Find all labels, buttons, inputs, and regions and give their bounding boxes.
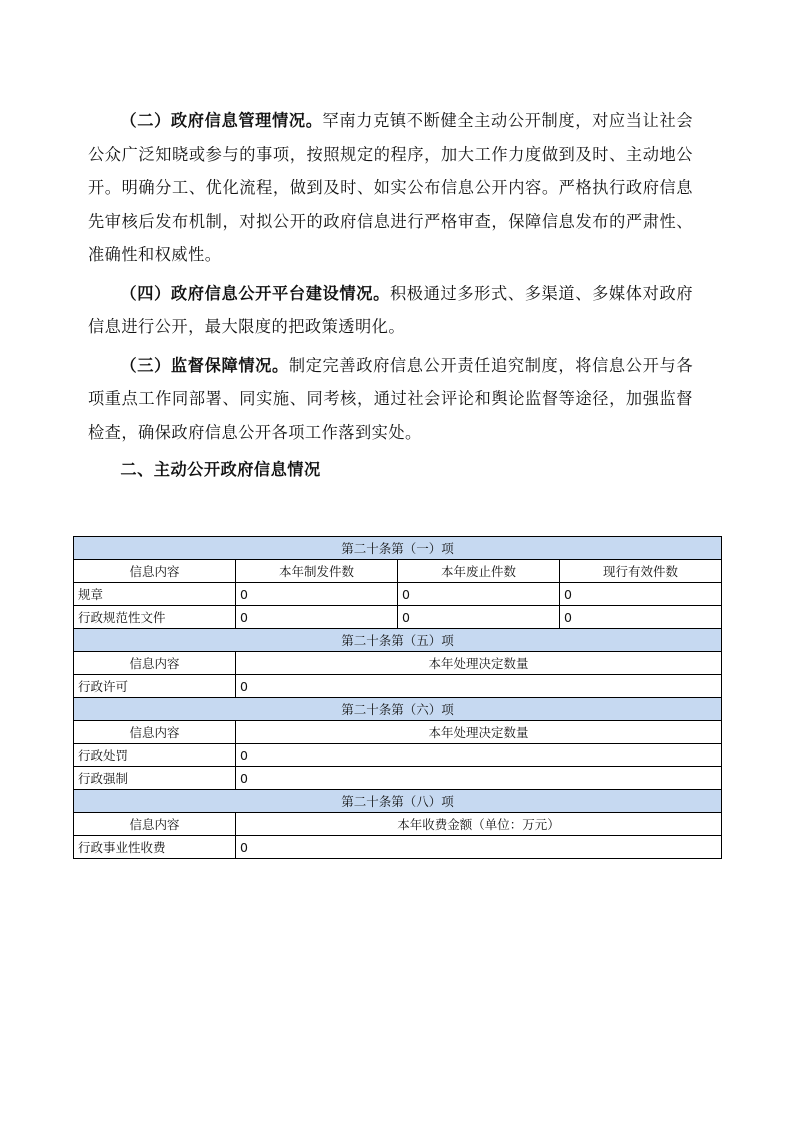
paragraph-info-management <box>88 104 693 272</box>
disclosure-table <box>73 536 722 859</box>
column-header: 信息内容 <box>74 813 236 836</box>
section-title-cell: 第二十条第（五）项 <box>74 629 722 652</box>
section-title: 二、主动公开政府信息情况 <box>120 460 321 479</box>
column-header: 信息内容 <box>74 560 236 583</box>
paragraph-text: 制定完善政府信息公开责任追究制度，将信息公开与各项重点工作同部署、同实施、同考核，通过社会评论和舆论监督等途径，加强监督检查，确保政府信息公开各项工作落到实处。 <box>88 355 694 442</box>
row-label: 行政处罚 <box>74 744 236 767</box>
table-column-header-row <box>74 721 722 744</box>
column-header: 本年处理决定数量 <box>236 721 722 744</box>
column-header: 信息内容 <box>74 721 236 744</box>
table-row <box>74 675 722 698</box>
row-label: 行政规范性文件 <box>74 606 236 629</box>
row-label: 行政许可 <box>74 675 236 698</box>
column-header: 信息内容 <box>74 652 236 675</box>
paragraph-supervision <box>88 349 693 450</box>
row-value: 0 <box>398 583 560 606</box>
row-value: 0 <box>560 606 722 629</box>
row-value: 0 <box>236 767 722 790</box>
row-value: 0 <box>398 606 560 629</box>
paragraph-heading: （三）监督保障情况。 <box>120 355 289 375</box>
document-body <box>88 104 693 487</box>
paragraph-heading: （二）政府信息管理情况。 <box>120 111 323 130</box>
row-value: 0 <box>236 606 398 629</box>
row-value: 0 <box>236 744 722 767</box>
paragraph-text: 罕南力克镇不断健全主动公开制度，对应当让社会公众广泛知晓或参与的事项，按照规定的程序，加大工作力度做到及时、主动地公开。明确分工、优化流程，做到及时、如实公布信息公开内容。严格执行政府信息先审核后发布机制，对拟公开的政府信息进行严格审查，保障信息发布的严肃性、准确性和权威性。 <box>88 111 694 264</box>
column-header: 现行有效件数 <box>560 560 722 583</box>
row-label: 行政事业性收费 <box>74 836 236 859</box>
table-section-header <box>74 629 722 652</box>
table-row <box>74 606 722 629</box>
row-value: 0 <box>560 583 722 606</box>
section-title-cell: 第二十条第（八）项 <box>74 790 722 813</box>
paragraph-platform-construction <box>88 277 693 344</box>
row-value: 0 <box>236 836 722 859</box>
table-row <box>74 836 722 859</box>
column-header: 本年制发件数 <box>236 560 398 583</box>
table-section-header <box>74 537 722 560</box>
paragraph-text: 积极通过多形式、多渠道、多媒体对政府信息进行公开，最大限度的把政策透明化。 <box>88 283 694 336</box>
table-row <box>74 583 722 606</box>
row-label: 行政强制 <box>74 767 236 790</box>
row-value: 0 <box>236 675 722 698</box>
table-row <box>74 744 722 767</box>
table-section-header <box>74 790 722 813</box>
table-column-header-row <box>74 560 722 583</box>
column-header: 本年处理决定数量 <box>236 652 722 675</box>
table-column-header-row <box>74 652 722 675</box>
table-row <box>74 767 722 790</box>
table-section-header <box>74 698 722 721</box>
section-title-cell: 第二十条第（一）项 <box>74 537 722 560</box>
row-value: 0 <box>236 583 398 606</box>
table-column-header-row <box>74 813 722 836</box>
section-title-cell: 第二十条第（六）项 <box>74 698 722 721</box>
column-header: 本年废止件数 <box>398 560 560 583</box>
row-label: 规章 <box>74 583 236 606</box>
column-header: 本年收费金额（单位：万元） <box>236 813 722 836</box>
paragraph-heading: （四）政府信息公开平台建设情况。 <box>120 283 390 303</box>
